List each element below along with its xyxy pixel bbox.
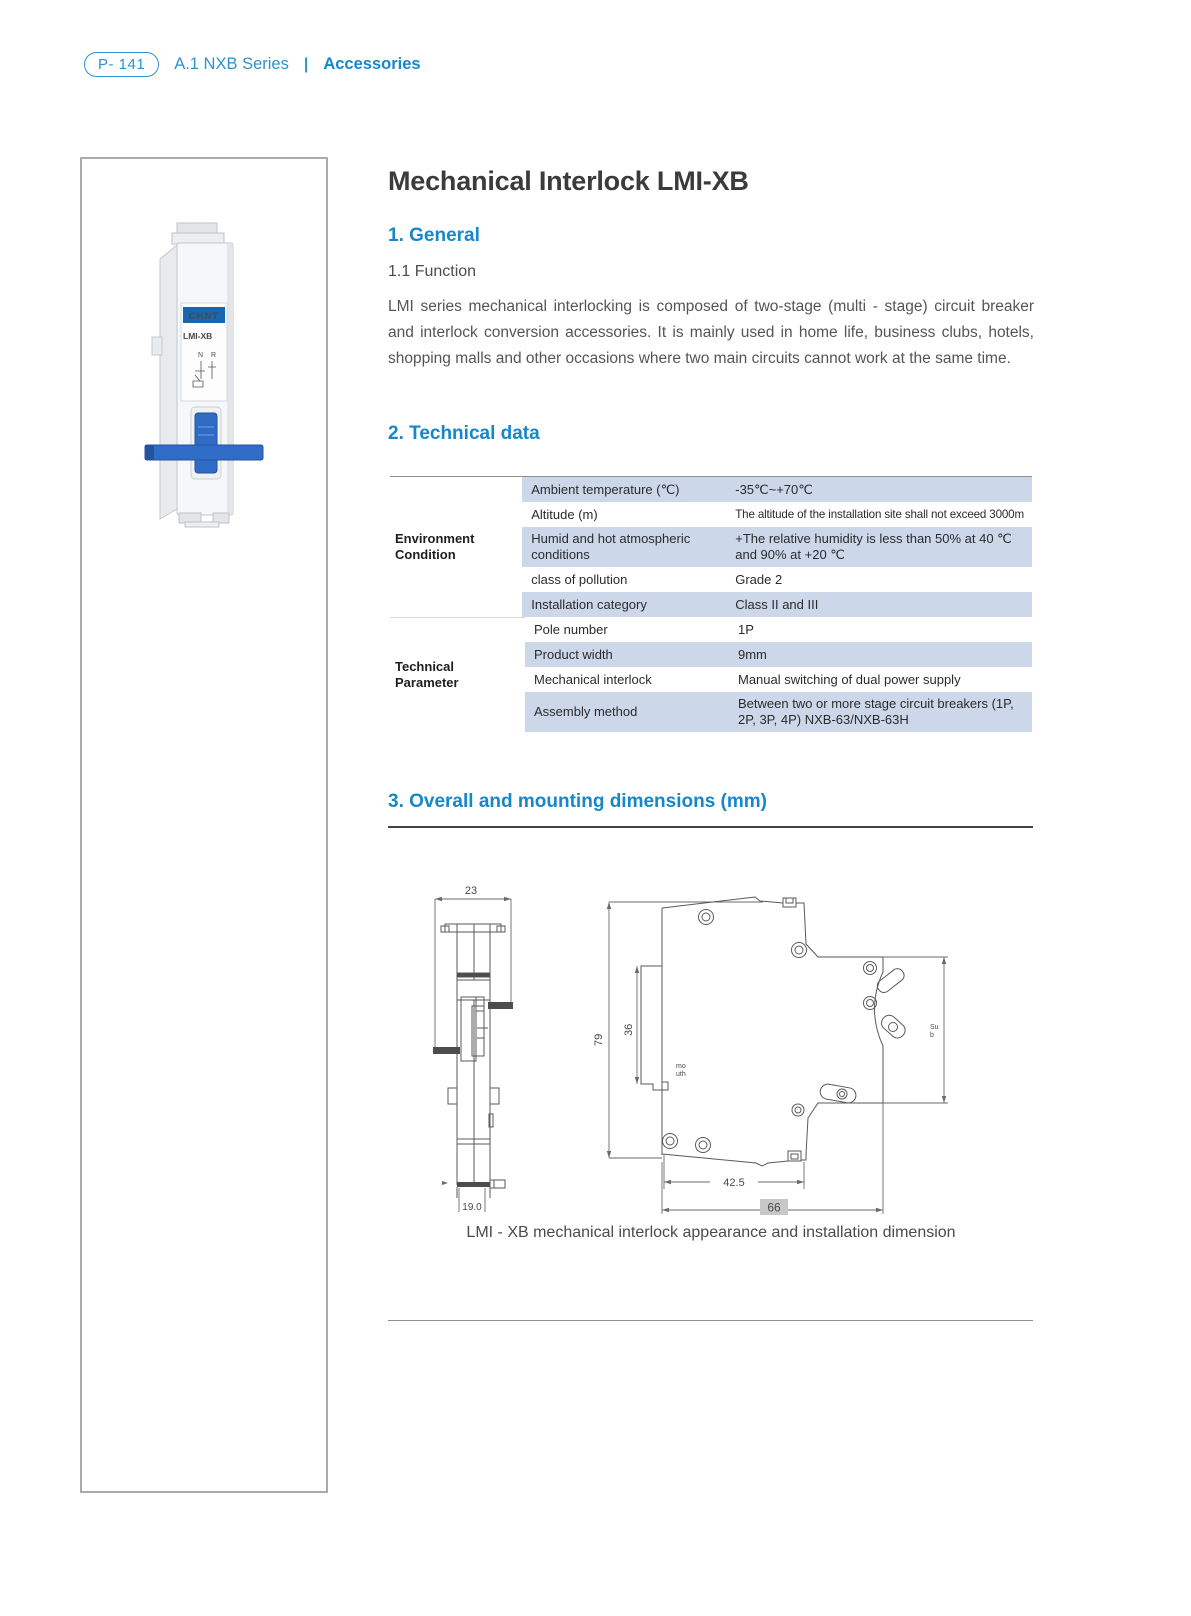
- dim-height-79: 79: [593, 1033, 605, 1046]
- group-label: Technical Parameter: [390, 617, 525, 732]
- page-header: [84, 52, 421, 77]
- model-label: LMI-XB: [183, 331, 213, 341]
- dimensions-rule: [388, 826, 1033, 828]
- table-row: [525, 692, 1032, 732]
- function-paragraph: LMI series mechanical interlocking is composed of two-stage (multi - stage) circuit breaker and interlock conversion accessories. It is mainly used in home life, business clubs, hotels, shopping malls and other occasions where two main circuits cannot work at the same time.: [388, 298, 1034, 367]
- toggle-lever: [195, 413, 217, 473]
- technical-table: [390, 476, 1032, 732]
- drawing-caption: LMI - XB mechanical interlock appearance and installation dimension: [466, 1224, 956, 1241]
- dim-overall-66: 66: [767, 1200, 781, 1215]
- value-cell: Manual switching of dual power supply: [738, 671, 961, 687]
- doc-title: Mechanical Interlock LMI-XB: [388, 166, 749, 196]
- side-view-drawing: [428, 878, 518, 1214]
- dim-mount-42-5: 42.5: [723, 1177, 745, 1189]
- product-panel: [80, 157, 328, 1493]
- technical-heading: 2. Technical data: [388, 423, 540, 444]
- dim-depth-19: 19.0: [462, 1202, 482, 1213]
- value-cell: -35℃~+70℃: [735, 481, 813, 497]
- param-cell: Ambient temperature (℃): [531, 481, 680, 497]
- mouth-label-line1: mo: [676, 1063, 686, 1070]
- param-cell: Product width: [534, 646, 613, 662]
- series-label: A.1 NXB Series: [174, 55, 289, 73]
- param-cell: Humid and hot atmospheric conditions: [531, 531, 691, 562]
- screw-holes: [663, 910, 877, 1153]
- value-cell: 9mm: [738, 646, 767, 662]
- header-separator: |: [303, 55, 309, 73]
- dim-notch-36: 36: [623, 1023, 635, 1036]
- section-label: Accessories: [323, 55, 421, 73]
- value-cell: 1P: [738, 621, 754, 637]
- general-heading: 1. General: [388, 225, 480, 246]
- value-cell: +The relative humidity is less than 50% at 40 ℃ and 90% at +20 ℃: [735, 531, 1012, 562]
- locking-tab-outline: [879, 1012, 908, 1041]
- terminal-markings: N R: [198, 352, 220, 359]
- param-cell: Altitude (m): [531, 506, 598, 522]
- table-row: [525, 667, 1032, 692]
- value-cell: Grade 2: [735, 571, 783, 587]
- module-side: [160, 245, 177, 519]
- table-row: [525, 617, 1032, 642]
- table-row: [522, 592, 1032, 617]
- bottom-rule: [388, 1320, 1033, 1321]
- table-row: [522, 527, 1032, 567]
- group-label: Environment Condition: [395, 531, 475, 562]
- interlock-crossbar: [145, 445, 263, 460]
- param-cell: Assembly method: [534, 704, 638, 719]
- profile-drawing: [592, 878, 957, 1214]
- mouth-label-line2: uth: [676, 1071, 686, 1078]
- value-cell: Between two or more stage circuit breakers (1P, 2P, 3P, 4P) NXB-63/NXB-63H: [738, 696, 1014, 727]
- function-subheading: 1.1 Function: [388, 263, 477, 280]
- product-photo: [115, 217, 293, 532]
- table-row: [525, 642, 1032, 667]
- value-cell: The altitude of the installation site shall not exceed 3000m: [735, 507, 1024, 521]
- table-group: [390, 617, 1032, 732]
- param-cell: class of pollution: [531, 571, 628, 587]
- dim-width-23: 23: [464, 885, 478, 897]
- param-cell: Installation category: [531, 596, 647, 612]
- page-number-badge: P- 141: [84, 52, 159, 77]
- sub-label-line2: b: [930, 1032, 934, 1039]
- table-row: [522, 477, 1032, 502]
- sub-label-line1: Su: [930, 1024, 939, 1031]
- din-clip-outline: [819, 1083, 857, 1104]
- param-cell: Mechanical interlock: [534, 671, 652, 687]
- table-row: [522, 502, 1032, 527]
- dimensions-heading: 3. Overall and mounting dimensions (mm): [388, 791, 767, 812]
- toggle-handle-outline: [875, 966, 907, 995]
- table-row: [522, 567, 1032, 592]
- param-cell: Pole number: [534, 621, 608, 637]
- value-cell: Class II and III: [735, 596, 819, 612]
- brand-logo: CHNT: [188, 311, 220, 322]
- table-group: [390, 477, 1032, 617]
